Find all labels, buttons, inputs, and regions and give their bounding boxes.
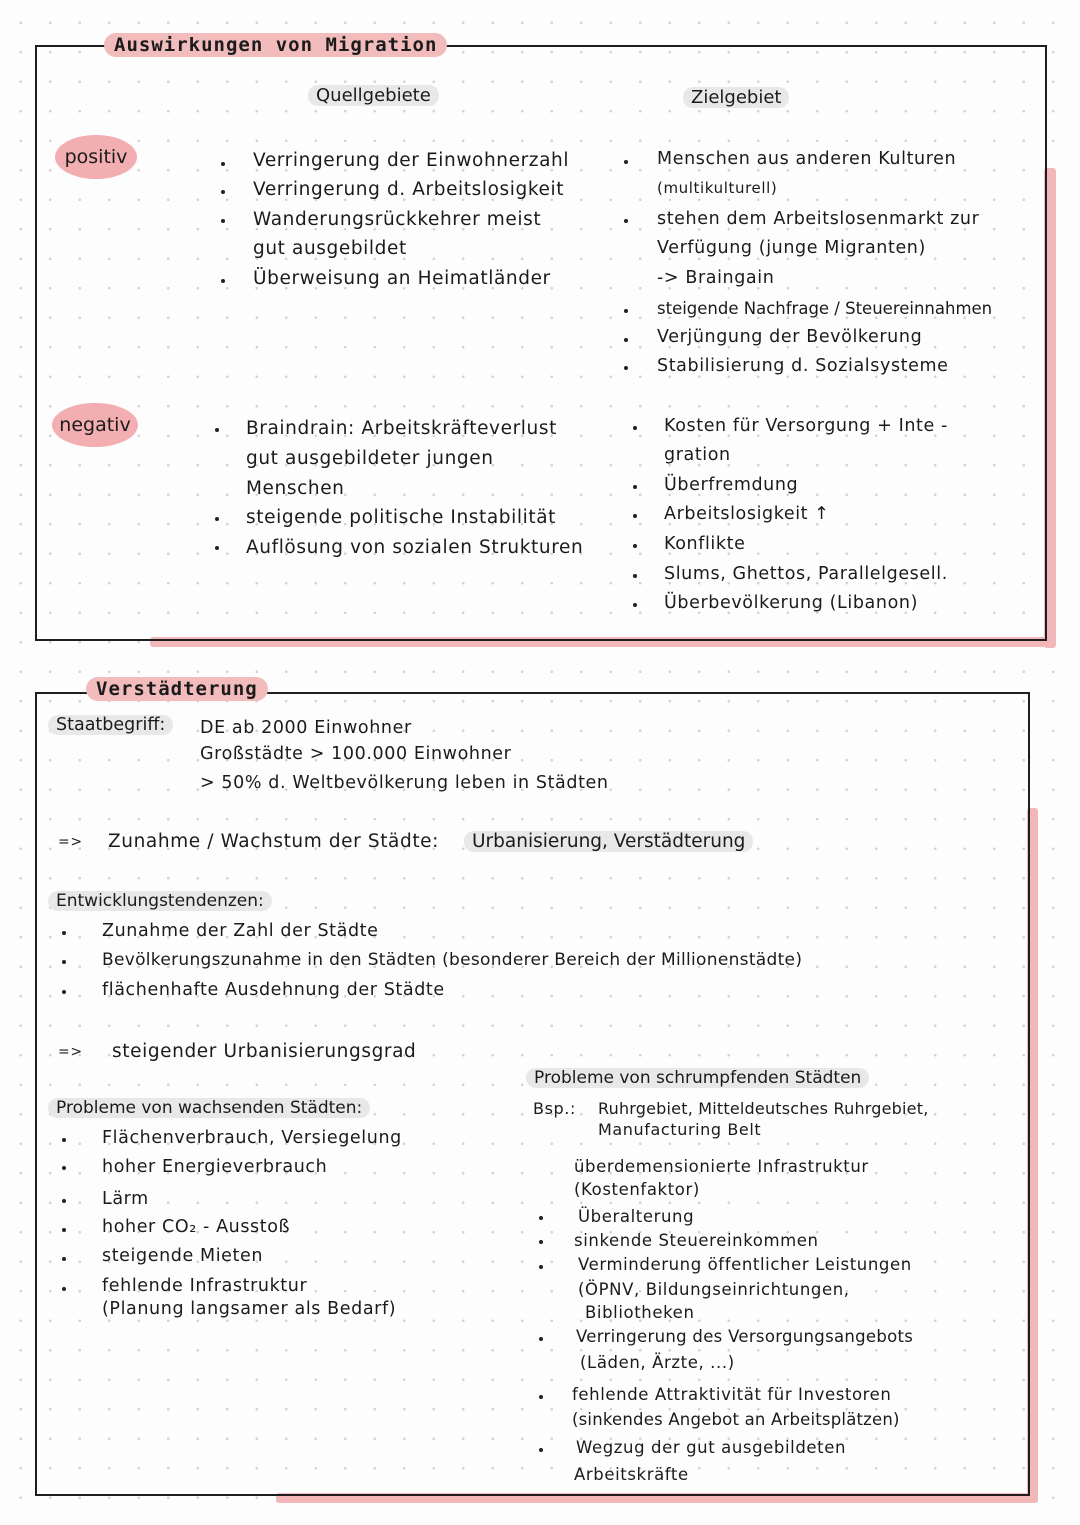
target-header: Zielgebiet (683, 87, 789, 108)
migration-title: Auswirkungen von Migration (104, 33, 447, 57)
list-item: Arbeitslosigkeit ↑ (664, 504, 830, 524)
list-item: fehlende Infrastruktur (102, 1276, 308, 1296)
list-item: Lärm (102, 1189, 149, 1209)
shrinking-title: Probleme von schrumpfenden Städten (526, 1064, 869, 1093)
negative-label: negativ (52, 403, 138, 447)
list-item: (ÖPNV, Bildungseinrichtungen, (578, 1280, 850, 1299)
list-item: Slums, Ghettos, Parallelgesell. (664, 564, 948, 584)
list-item: hoher CO₂ - Ausstoß (102, 1217, 291, 1237)
list-item: stehen dem Arbeitslosenmarkt zur (657, 209, 980, 229)
list-item: hoher Energieverbrauch (102, 1157, 328, 1177)
list-item: (Planung langsamer als Bedarf) (102, 1299, 397, 1319)
list-item: gration (664, 445, 731, 465)
list-item: Überweisung an Heimatländer (253, 268, 551, 289)
list-item: Verfügung (junge Migranten) (657, 238, 926, 258)
list-item: (sinkendes Angebot an Arbeitsplätzen) (572, 1410, 900, 1429)
example-line: Manufacturing Belt (598, 1120, 762, 1139)
list-item: Überfremdung (664, 475, 799, 495)
list-item: Verringerung der Einwohnerzahl (253, 150, 570, 171)
list-item: gut ausgebildet (253, 238, 407, 259)
example-label: Bsp.: (533, 1099, 576, 1118)
list-item: Stabilisierung d. Sozialsysteme (657, 356, 949, 376)
arrow-1: => (58, 834, 83, 850)
list-item: steigende Nachfrage / Steuereinnahmen (657, 299, 993, 318)
list-item: (Läden, Ärzte, ...) (580, 1353, 735, 1372)
list-item: Bevölkerungszunahme in den Städten (besonderer Bereich der Millionenstädte) (102, 950, 803, 970)
list-item: Verringerung des Versorgungsangebots (576, 1327, 914, 1346)
list-item: Verjüngung der Bevölkerung (657, 327, 923, 347)
trends-label: Entwicklungstendenzen: (48, 887, 272, 916)
list-item: Verminderung öffentlicher Leistungen (578, 1255, 912, 1274)
list-item: überdemensionierte Infrastruktur (574, 1157, 869, 1176)
list-item: steigende politische Instabilität (246, 507, 557, 528)
growing-title: Probleme von wachsenden Städten: (48, 1094, 370, 1123)
definition-label: Staatbegriff: (48, 715, 173, 735)
urbanization-title: Verstädterung (86, 677, 268, 701)
list-item: -> Braingain (657, 268, 775, 288)
list-item: Arbeitskräfte (574, 1465, 689, 1484)
list-item: Flächenverbrauch, Versiegelung (102, 1128, 402, 1148)
definition-line: > 50% d. Weltbevölkerung leben in Städten (200, 773, 609, 793)
list-item: Verringerung d. Arbeitslosigkeit (253, 179, 565, 200)
list-item: flächenhafte Ausdehnung der Städte (102, 980, 445, 1000)
list-item: Menschen aus anderen Kulturen (657, 149, 957, 169)
list-item: fehlende Attraktivität für Investoren (572, 1385, 892, 1404)
list-item: Überalterung (578, 1207, 695, 1226)
list-item: Braindrain: Arbeitskräfteverlust (246, 418, 557, 439)
list-item: Bibliotheken (585, 1303, 695, 1322)
conclusion: steigender Urbanisierungsgrad (112, 1041, 417, 1062)
list-item: Zunahme der Zahl der Städte (102, 921, 379, 941)
positive-label: positiv (55, 135, 137, 179)
list-item: gut ausgebildeter jungen (246, 448, 494, 469)
list-item: Wanderungsrückkehrer meist (253, 209, 542, 230)
definition-line: DE ab 2000 Einwohner (200, 718, 412, 738)
list-item: Auflösung von sozialen Strukturen (246, 537, 584, 558)
list-item: Wegzug der gut ausgebildeten (576, 1438, 847, 1457)
example-line: Ruhrgebiet, Mitteldeutsches Ruhrgebiet, (598, 1099, 929, 1118)
list-item: Menschen (246, 478, 345, 499)
list-item: Konflikte (664, 534, 746, 554)
list-item: (Kostenfaktor) (574, 1180, 700, 1199)
list-item: sinkende Steuereinkommen (574, 1231, 819, 1250)
arrow-2: => (58, 1044, 83, 1060)
definition-line: Großstädte > 100.000 Einwohner (200, 744, 512, 764)
list-item: Überbevölkerung (Libanon) (664, 593, 918, 613)
growth-text: Zunahme / Wachstum der Städte: (108, 831, 440, 852)
growth-term: Urbanisierung, Verstädterung (464, 827, 753, 857)
list-item: steigende Mieten (102, 1246, 264, 1266)
source-header: Quellgebiete (308, 85, 439, 106)
list-item: Kosten für Versorgung + Inte - (664, 416, 948, 436)
list-item: (multikulturell) (657, 179, 778, 197)
